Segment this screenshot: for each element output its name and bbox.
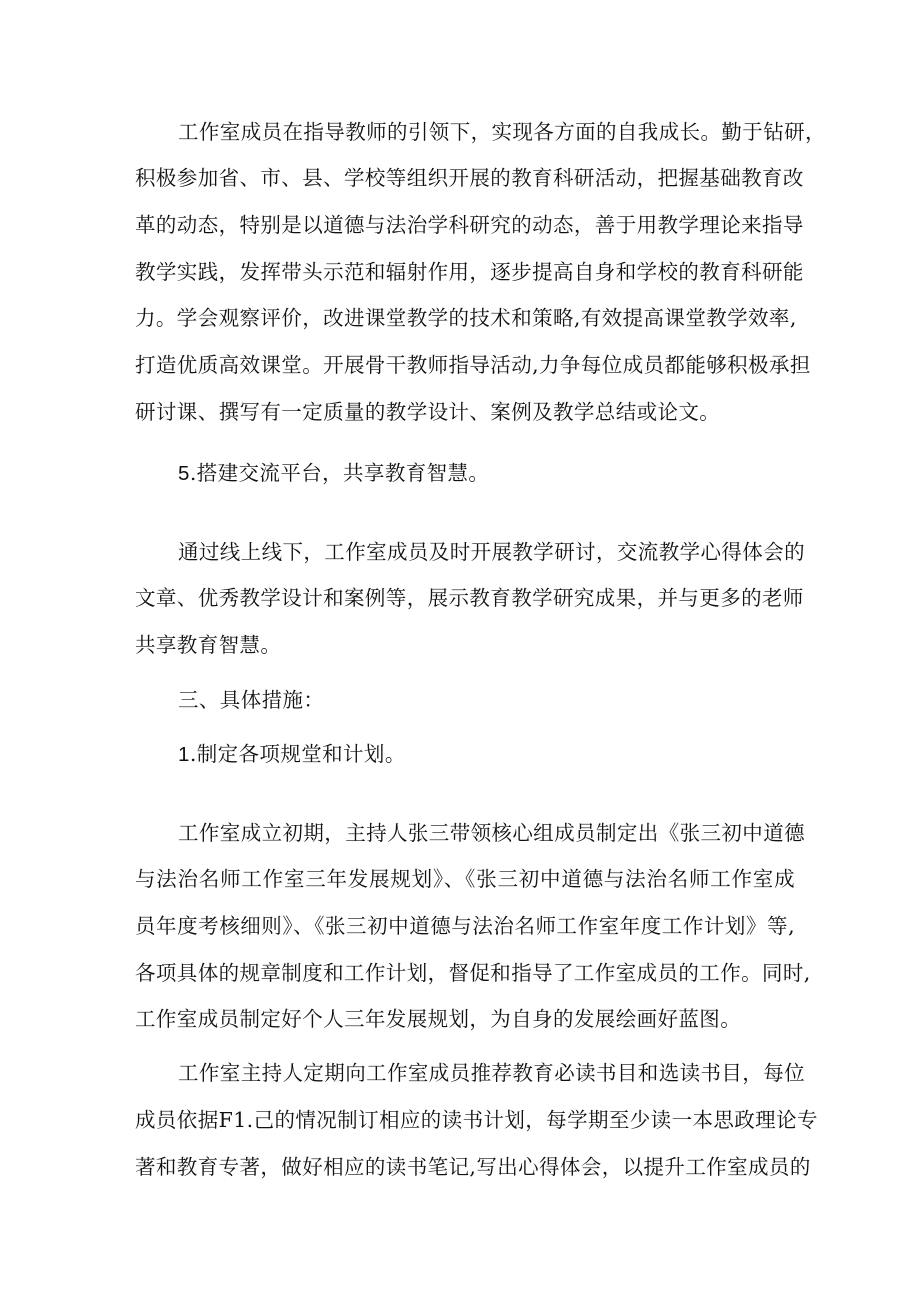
paragraph-1-line-1: 工作室成员在指导教师的引领下，实现各方面的自我成长。勤于钻研， [178,120,826,144]
paragraph-1-line-3: 革的动态，特别是以道德与法治学科研究的动态，善于用教学理论来指导 [135,213,804,237]
paragraph-1-line-6: 打造优质高效课堂。开展骨干教师指导活动,力争每位成员都能够积极承担 [135,353,811,377]
paragraph-2-line-1: 通过线上线下，工作室成员及时开展教学研讨，交流教学心得体会的 [178,540,805,564]
paragraph-3-line-5: 工作室成员制定好个人三年发展规划，为自身的发展绘画好蓝图。 [135,1007,742,1031]
paragraph-4-line-3: 著和教育专著，做好相应的读书笔记,写出心得体会，以提升工作室成员的 [135,1155,811,1179]
paragraph-2-line-2: 文章、优秀教学设计和案例等，展示教育教学研究成果，并与更多的老师 [135,586,804,610]
paragraph-1-line-5: 力。学会观察评价，改进课堂教学的技术和策略,有效提高课堂教学效率, [135,306,797,330]
subheading-5 [178,458,838,489]
subheading-1 [178,739,838,770]
paragraph-1-line-4: 教学实践，发挥带头示范和辐射作用，逐步提高自身和学校的教育科研能 [135,260,804,284]
subheading-5-number: 5 [178,462,190,485]
subheading-1-number: 1 [178,743,190,766]
paragraph-3-line-4: 各项具体的规章制度和工作计划，督促和指导了工作室成员的工作。同时, [135,961,811,985]
paragraph-2-line-3: 共享教育智慧。 [135,633,282,657]
subheading-1-text: .制定各项规堂和计划。 [189,742,406,766]
paragraph-4-line-1: 工作室主持人定期向工作室成员推荐教育必读书目和选读书目，每位 [178,1061,805,1085]
paragraph-1-line-2: 积极参加省、市、县、学校等组织开展的教育科研活动，把握基础教育改 [135,166,804,190]
section-heading: 三、具体措施： [178,688,325,712]
paragraph-4-line-2: 成员依据F1.己的情况制订相应的读书计划，每学期至少读一本思政理论专 [135,1108,818,1132]
subheading-5-text: .搭建交流平台，共享教育智慧。 [189,461,490,485]
paragraph-3-line-3: 员年度考核细则》、《张三初中道德与法治名师工作室年度工作计划》等, [135,914,795,938]
paragraph-1-line-7: 研讨课、撰写有一定质量的教学设计、案例及教学总结或论文。 [135,400,721,424]
paragraph-3-line-2: 与法治名师工作室三年发展规划》、《张三初中道德与法治名师工作室成 [135,867,795,891]
paragraph-3-line-1: 工作室成立初期，主持人张三带领核心组成员制定出《张三初中道德 [178,821,805,845]
